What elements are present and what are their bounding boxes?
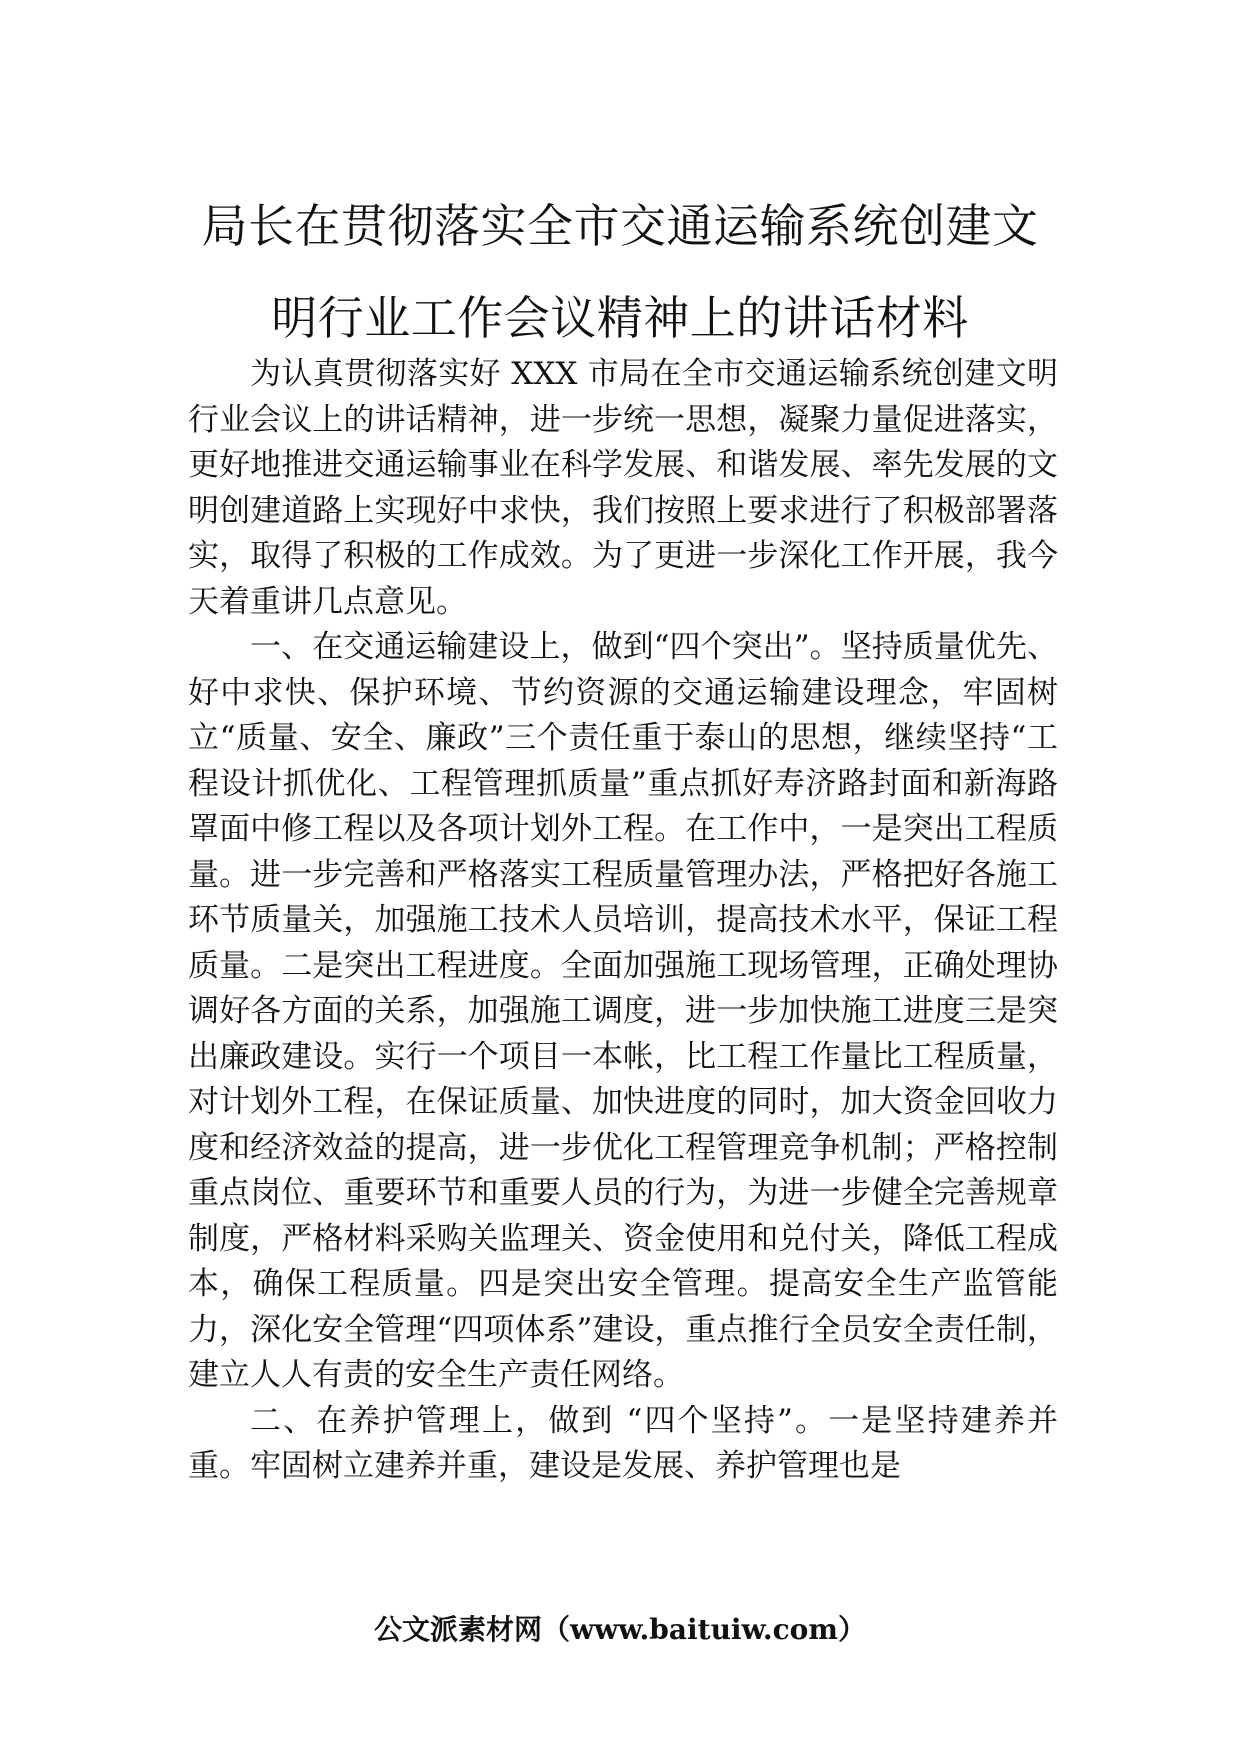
paragraph-section-one: 一、在交通运输建设上，做到“四个突出”。坚持质量优先、好中求快、保护环境、节约资源的交通运输建设理念，牢固树立“质量、安全、廉政”三个责任重于泰山的思想，继续坚持“工程设计抓优化、工程管理抓质量”重点抓好寿济路封面和新海路罩面中修工程以及各项计划外工程。在工作中，一是突出工程质量。进一步完善和严格落实工程质量管理办法，严格把好各施工环节质量关，加强施工技术人员培训，提高技术水平，保证工程质量。二是突出工程进度。全面加强施工现场管理，正确处理协调好各方面的关系，加强施工调度，进一步加快施工进度三是突出廉政建设。实行一个项目一本帐，比工程工作量比工程质量，对计划外工程，在保证质量、加快进度的同时，加大资金回收力度和经济效益的提高，进一步优化工程管理竞争机制；严格控制重点岗位、重要环节和重要人员的行为，为进一步健全完善规章制度，严格材料采购关监理关、资金使用和兑付关，降低工程成本，确保工程质量。四是突出安全管理。提高安全生产监管能力，深化安全管理“四项体系”建设，重点推行全员安全责任制，建立人人有责的安全生产责任网络。 bbox=[188, 629, 1058, 1393]
paragraph-section-two: 二、在养护管理上，做到 “四个坚持”。一是坚持建养并重。牢固树立建养并重，建设是发展、养护管理也是 bbox=[188, 1402, 1058, 1484]
document-body bbox=[188, 352, 1058, 1490]
title-line-1: 局长在贯彻落实全市交通运输系统创建文 bbox=[201, 199, 1039, 253]
paragraph-intro: 为认真贯彻落实好 XXX 市局在全市交通运输系统创建文明行业会议上的讲话精神，进一步统一思想，凝聚力量促进落实，更好地推进交通运输事业在科学发展、和谐发展、率先发展的文明创建道路上实现好中求快，我们按照上要求进行了积极部署落实，取得了积极的工作成效。为了更进一步深化工作开展，我今天着重讲几点意见。 bbox=[188, 356, 1058, 620]
document-title bbox=[150, 180, 1090, 364]
footer-watermark: 公文派素材网（www.baituiw.com） bbox=[374, 1613, 866, 1646]
title-line-2: 明行业工作会议精神上的讲话材料 bbox=[271, 291, 969, 345]
